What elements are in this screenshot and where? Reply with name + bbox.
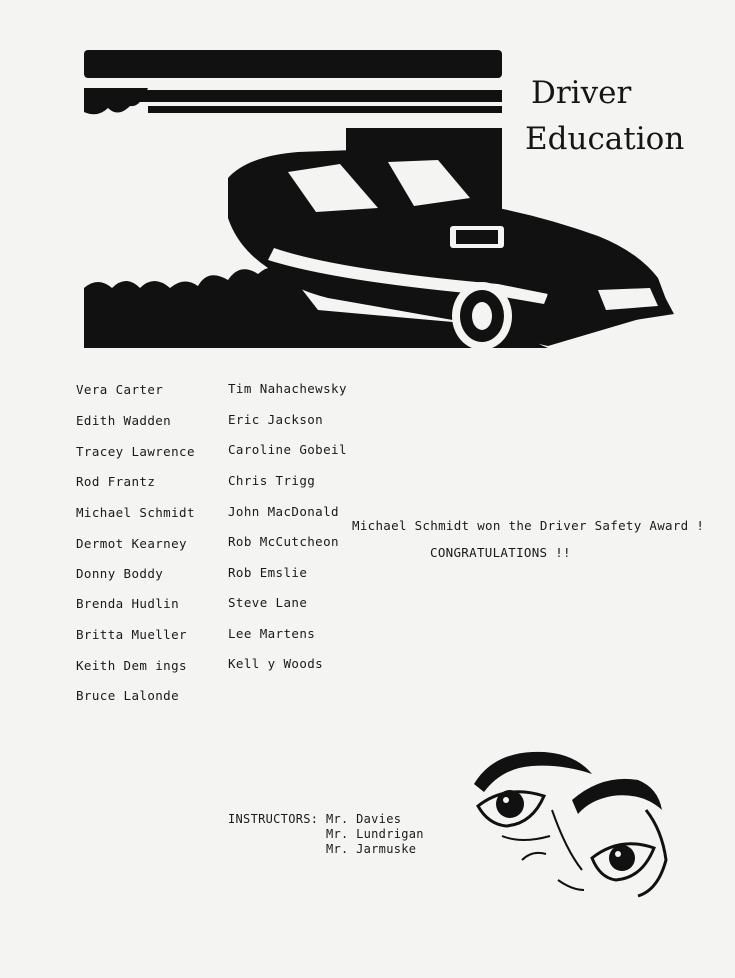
student-name: Eric Jackson xyxy=(228,412,324,427)
student-name: Kell y Woods xyxy=(228,656,324,671)
student-name: Chris Trigg xyxy=(228,473,316,488)
student-name: Tim Nahachewsky xyxy=(228,381,347,396)
congratulations-text: CONGRATULATIONS !! xyxy=(430,545,571,560)
student-name: Britta Mueller xyxy=(76,627,187,642)
student-name: Donny Boddy xyxy=(76,566,164,581)
student-name: Lee Martens xyxy=(228,626,316,641)
instructor-name: Mr. Jarmuske xyxy=(326,842,417,856)
title-line-1: Driver xyxy=(531,75,632,111)
student-name: Keith Dem ings xyxy=(76,658,187,673)
award-note: Michael Schmidt won the Driver Safety Award ! xyxy=(352,518,705,533)
student-name: John MacDonald xyxy=(228,504,339,519)
student-name: Steve Lane xyxy=(228,595,308,610)
instructor-name: Mr. Lundrigan xyxy=(326,827,424,841)
page-title xyxy=(525,70,684,162)
title-line-2: Education xyxy=(525,121,685,157)
student-name: Rod Frantz xyxy=(76,474,156,489)
student-name: Caroline Gobeil xyxy=(228,442,347,457)
student-name: Bruce Lalonde xyxy=(76,688,180,703)
eyes-icon xyxy=(462,740,672,900)
instructors-label: INSTRUCTORS: xyxy=(228,812,319,826)
student-name: Dermot Kearney xyxy=(76,536,187,551)
student-name: Michael Schmidt xyxy=(76,505,195,520)
student-name: Edith Wadden xyxy=(76,413,172,428)
student-name: Tracey Lawrence xyxy=(76,444,195,459)
instructor-name: Mr. Davies xyxy=(326,812,402,826)
student-name: Rob McCutcheon xyxy=(228,534,339,549)
student-name: Vera Carter xyxy=(76,382,164,397)
student-name: Brenda Hudlin xyxy=(76,596,180,611)
student-name: Rob Emslie xyxy=(228,565,308,580)
